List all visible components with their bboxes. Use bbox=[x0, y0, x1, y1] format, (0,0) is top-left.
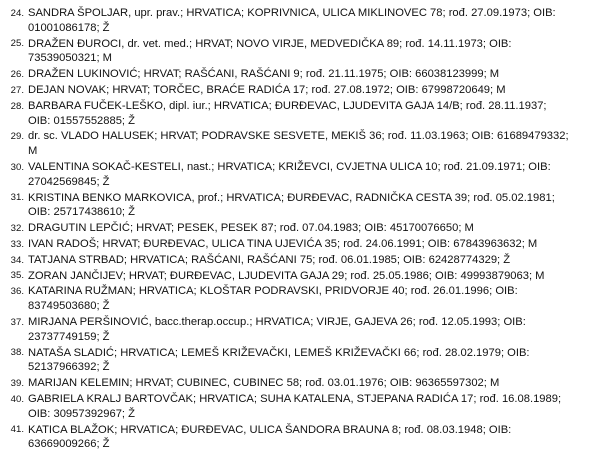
list-item-text bbox=[28, 346, 603, 376]
list-item bbox=[0, 221, 603, 236]
list-item-line: ZORAN JANČIJEV; HRVAT; ĐURĐEVAC, LJUDEVITA GAJA 29; rođ. 25.05.1986; OIB: 49993879063; M bbox=[28, 269, 545, 282]
list-item-line: MARIJAN KELEMIN; HRVAT; CUBINEC, CUBINEC 58; rođ. 03.01.1976; OIB: 96365597302; M bbox=[28, 377, 500, 390]
list-item-line: KATARINA RUŽMAN; HRVATICA; KLOŠTAR PODRAVSKI, PRIDVORJE 40; rođ. 26.01.1996; OIB: bbox=[28, 285, 518, 298]
list-item-number: 32. bbox=[10, 222, 24, 234]
list-item-number: 35. bbox=[10, 270, 24, 282]
list-item bbox=[0, 191, 603, 221]
list-item-number: 27. bbox=[10, 84, 24, 96]
list-item-text bbox=[28, 67, 603, 82]
list-item-text bbox=[28, 37, 603, 67]
list-item-text bbox=[28, 99, 603, 129]
list-item-line: 63669009266; Ž bbox=[28, 438, 110, 451]
list-item-text bbox=[28, 269, 603, 284]
list-item-text bbox=[28, 284, 603, 314]
list-item bbox=[0, 423, 603, 452]
list-item-line: OIB: 30957392967; Ž bbox=[28, 407, 135, 420]
list-item-line: DEJAN NOVAK; HRVAT; TORČEC, BRAĆE RADIĆA 17; rođ. 27.08.1972; OIB: 67998720649; M bbox=[28, 83, 506, 96]
list-item-number: 26. bbox=[10, 68, 24, 80]
list-item-line: M bbox=[28, 145, 38, 158]
list-item bbox=[0, 129, 603, 159]
list-item-line: MIRJANA PERŠINOVIĆ, bacc.therap.occup.; HRVATICA; VIRJE, GAJEVA 26; rođ. 12.05.1993; OIB: bbox=[28, 315, 526, 328]
list-item bbox=[0, 269, 603, 284]
list-item-line: 73539050321; M bbox=[28, 52, 112, 65]
list-item-line: 52137966392; Ž bbox=[28, 361, 110, 374]
list-item-text bbox=[28, 315, 603, 345]
list-item bbox=[0, 99, 603, 129]
list-item-text bbox=[28, 253, 603, 268]
list-item-line: TATJANA STRBAD; HRVATICA; RAŠĆANI, RAŠĆANI 75; rođ. 06.01.1985; OIB: 62428774329; Ž bbox=[28, 253, 511, 266]
list-item-number: 30. bbox=[10, 161, 24, 173]
list-item-number: 25. bbox=[10, 38, 24, 50]
list-item-text bbox=[28, 160, 603, 190]
list-item-line: DRAŽEN ĐUROCI, dr. vet. med.; HRVAT; NOVO VIRJE, MEDVEDIČKA 89; rođ. 14.11.1973; OIB: bbox=[28, 37, 512, 50]
list-item-text bbox=[28, 237, 603, 252]
list-item-number: 38. bbox=[10, 347, 24, 359]
list-item-line: IVAN RADOŠ; HRVAT; ĐURĐEVAC, ULICA TINA UJEVIĆA 35; rođ. 24.06.1991; OIB: 67843963632; M bbox=[28, 237, 538, 250]
list-item-text bbox=[28, 83, 603, 98]
list-item-line: OIB: 01557552885; Ž bbox=[28, 114, 135, 127]
list-item-number: 29. bbox=[10, 131, 24, 143]
list-item-number: 41. bbox=[10, 424, 24, 436]
list-item bbox=[0, 160, 603, 190]
list-item bbox=[0, 237, 603, 252]
list-item-line: 23737749159; Ž bbox=[28, 330, 110, 343]
list-item-line: DRAGUTIN LEPČIĆ; HRVAT; PESEK, PESEK 87; rođ. 07.04.1983; OIB: 45170076650; M bbox=[28, 222, 474, 235]
list-item-number: 40. bbox=[10, 393, 24, 405]
list-item bbox=[0, 376, 603, 391]
list-item-number: 28. bbox=[10, 100, 24, 112]
list-item bbox=[0, 6, 603, 36]
list-item-text bbox=[28, 423, 603, 452]
list-item-line: 27042569845; Ž bbox=[28, 175, 110, 188]
list-item-line: SANDRA ŠPOLJAR, upr. prav.; HRVATICA; KOPRIVNICA, ULICA MIKLINOVEC 78; rođ. 27.09.1973; OIB: bbox=[28, 7, 556, 19]
list-item bbox=[0, 346, 603, 376]
list-item-text bbox=[28, 129, 603, 159]
list-item-number: 39. bbox=[10, 377, 24, 389]
list-item-number: 37. bbox=[10, 316, 24, 328]
list-item-line: VALENTINA SOKAČ-KESTELI, nast.; HRVATICA; KRIŽEVCI, CVJETNA ULICA 10; rođ. 21.09.1971; OIB: bbox=[28, 160, 551, 173]
list-item bbox=[0, 67, 603, 82]
list-item-number: 31. bbox=[10, 192, 24, 204]
list-item-line: 01001086178; Ž bbox=[28, 21, 110, 34]
list-item-line: DRAŽEN LUKINOVIĆ; HRVAT; RAŠĆANI, RAŠĆANI 9; rođ. 21.11.1975; OIB: 66038123999; M bbox=[28, 68, 500, 81]
list-item bbox=[0, 37, 603, 67]
list-item-number: 36. bbox=[10, 286, 24, 298]
list-item bbox=[0, 315, 603, 345]
list-item-text bbox=[28, 191, 603, 221]
list-item-line: dr. sc. VLADO HALUSEK; HRVAT; PODRAVSKE SESVETE, MEKIŠ 36; rođ. 11.03.1963; OIB: 61689479332; bbox=[28, 130, 569, 143]
list-item-number: 34. bbox=[10, 254, 24, 266]
list-item-text bbox=[28, 6, 603, 36]
list-item-line: NATAŠA SLADIĆ; HRVATICA; LEMEŠ KRIŽEVAČKI, LEMEŠ KRIŽEVAČKI 66; rođ. 28.02.1979; OIB: bbox=[28, 346, 530, 359]
list-item-line: BARBARA FUČEK-LEŠKO, dipl. iur.; HRVATICA; ĐURĐEVAC, LJUDEVITA GAJA 14/B; rođ. 28.11.1937; bbox=[28, 99, 547, 112]
list-item-number: 24. bbox=[10, 7, 24, 19]
list-item-text bbox=[28, 376, 603, 391]
list-item-line: OIB: 25717438610; Ž bbox=[28, 206, 135, 219]
list-item-text bbox=[28, 221, 603, 236]
list-item-line: 83749503680; Ž bbox=[28, 300, 110, 313]
list-item bbox=[0, 392, 603, 422]
list-item bbox=[0, 83, 603, 98]
list-item-number: 33. bbox=[10, 238, 24, 250]
list-item bbox=[0, 284, 603, 314]
list-item-line: KATICA BLAŽOK; HRVATICA; ĐURĐEVAC, ULICA ŠANDORA BRAUNA 8; rođ. 08.03.1948; OIB: bbox=[28, 423, 512, 436]
list-item-text bbox=[28, 392, 603, 422]
list-item-line: KRISTINA BENKO MARKOVICA, prof.; HRVATICA; ĐURĐEVAC, RADNIČKA CESTA 39; rođ. 05.02.1981; bbox=[28, 191, 555, 204]
list-item bbox=[0, 253, 603, 268]
list-item-line: GABRIELA KRALJ BARTOVČAK; HRVATICA; SUHA KATALENA, STJEPANA RADIĆA 17; rođ. 16.08.1989; bbox=[28, 392, 562, 405]
